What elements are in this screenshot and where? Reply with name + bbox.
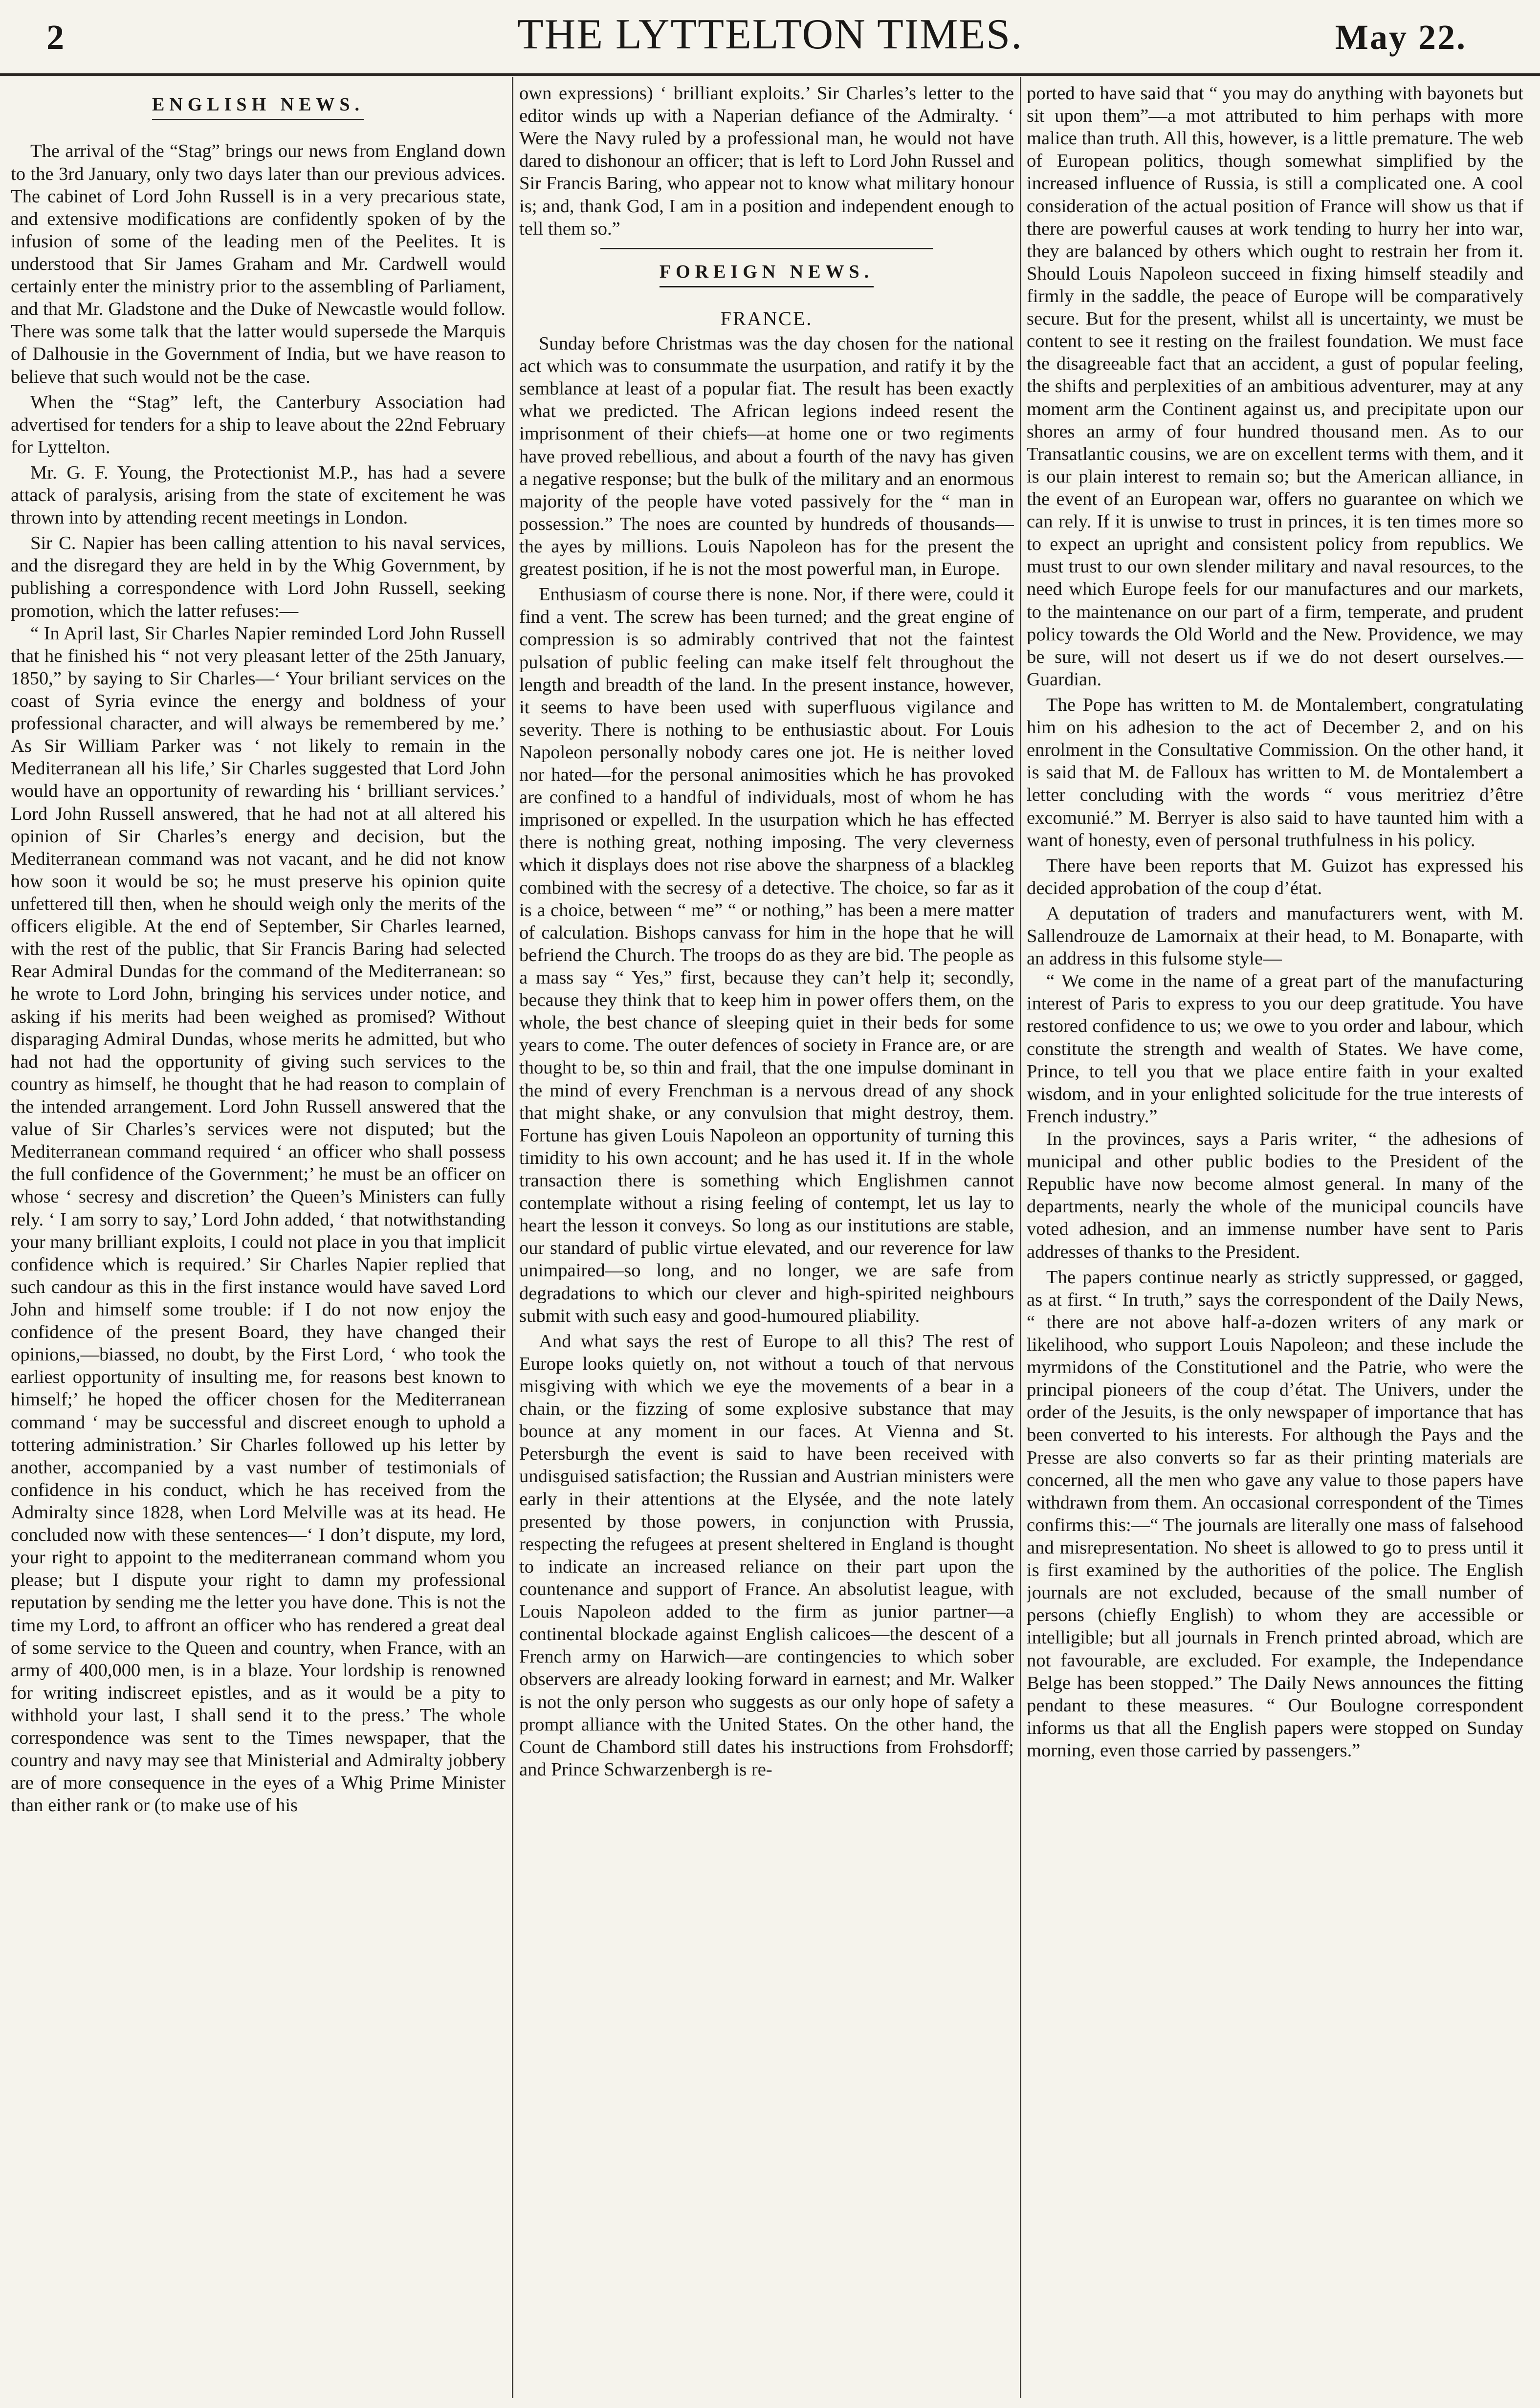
paragraph: “ In April last, Sir Charles Napier reminded Lord John Russell that he finished his “ not very pleasant letter of the 25th January, 1850,” by saying to Sir Charles—‘ Your briliant services on the coast of Syria evince the energy and boldness of your professional character, and will always be remembered by me.’ As Sir William Parker was ‘ not likely to remain in the Mediterranean all his life,’ Sir Charles suggested that Lord John would have an opportunity of rewarding his ‘ brilliant services.’ Lord John Russell answered, that he had not at all altered his opinion of Sir Charles’s energy and decision, but the Mediterranean command was not vacant, and he did not know how soon it would be so; he must preserve his opinion quite unfettered till then, when he should weigh only the merits of the officers eligible. At the end of September, Sir Charles learned, with the rest of the public, that Sir Francis Baring had selected Rear Admiral Dundas for the command of the Mediterranean: so he wrote to Lord John, bringing his services under notice, and asking if his merits had been weighed as promised? Without disparaging Admiral Dundas, whose merits he admitted, but who had not had the opportunity of giving such services to the country as himself, he thought that he had reason to complain of the intended arrangement. Lord John Russell answered that the value of Sir Charles’s services were not disputed; but the Mediterranean command required ‘ an officer who shall possess the full confidence of the Government;’ he must be an officer on whose ‘ secresy and discretion’ the Queen’s Ministers can fully rely. ‘ I am sorry to say,’ Lord John added, ‘ that notwithstanding your many brilliant exploits, I could not place in you that implicit confidence which is required.’ Sir Charles Napier replied that such candour as this in the first instance would have saved Lord John and himself some trouble: if I do not now enjoy the confidence of the present Board, they have changed their opinions,—biassed, no doubt, by the First Lord, ‘ who took the earliest opportunity of insulting me, for reasons best known to himself;’ he hoped the officer chosen for the Mediterranean command ‘ may be successful and discreet enough to uphold a tottering administration.’ Sir Charles followed up his letter by another, accompanied by a vast number of testimonials of confidence in his conduct, which he has received from the Admiralty since 1828, when Lord Melville was at its head. He concluded now with these sentences—‘ I don’t dispute, my lord, your right to appoint to the mediterranean command whom you please; but I dispute your right to damn my professional reputation by sending me the letter you have done. This is not the time my Lord, to affront an officer who has rendered a great deal of some service to the Queen and country, when France, with an army of 400,000 men, is in a blaze. Your lordship is renowned for writing indiscreet epistles, and as it would be a pity to withhold your last, I shall send it to the press.’ The whole correspondence was sent to the Times newspaper, that the country and navy may see that Ministerial and Admiralty jobbery are of more consequence in the eyes of a Whig Prime Minister than either rank or (to make use of his	[11, 623, 506, 1816]
paragraph: There have been reports that M. Guizot has expressed his decided approbation of the coup d’état.	[1027, 855, 1523, 898]
paragraph: The Pope has written to M. de Montalembert, congratulating him on his adhesion to the act of December 2, and on his enrolment in the Consultative Commission. On the other hand, it is said that M. de Falloux has written to M. de Montalembert a letter concluding with the words “ vous meritriez d’être excomunié.” M. Berryer is also said to have taunted him with a want of honesty, even of personal truthfulness in his policy.	[1027, 694, 1523, 851]
column-rule	[512, 77, 513, 2398]
paragraph: Mr. G. F. Young, the Protectionist M.P., has had a severe attack of paralysis, arising from the state of excitement he was thrown into by attending recent meetings in London.	[11, 462, 506, 528]
paragraph: When the “Stag” left, the Canterbury Association had advertised for tenders for a ship to leave about the 22nd February for Lyttelton.	[11, 392, 506, 458]
paragraph: Sunday before Christmas was the day chosen for the national act which was to consummate the usurpation, and ratify it by the semblance at least of a popular fiat. The result has been exactly what we predicted. The African legions indeed resent the imprisonment of their chiefs—at home one or two regiments have proved rebellious, and about a fourth of the navy has given a negative response; but the bulk of the military and an enormous majority of the people have voted passively for the “ man in possession.” The noes are counted by hundreds of thousands—the ayes by millions. Louis Napoleon has for the present the greatest position, if he is not the most powerful man, in Europe.	[519, 333, 1014, 580]
paragraph: Sir C. Napier has been calling attention to his naval services, and the disregard they are held in by the Whig Government, by publishing a correspondence with Lord John Russell, seeking promotion, which the latter refuses:—	[11, 533, 506, 621]
column-3	[1027, 82, 1523, 2397]
paragraph: “ We come in the name of a great part of the manufacturing interest of Paris to express to you our deep gratitude. You have restored confidence to us; we owe to you order and labour, which constitute the strength and wealth of States. We have come, Prince, to tell you that we place entire faith in your exalted wisdom, and in your enlighted solicitude for the true interests of French industry.”	[1027, 971, 1523, 1127]
paragraph: The papers continue nearly as strictly suppressed, or gagged, as at first. “ In truth,” says the correspondent of the Daily News, “ there are not above half-a-dozen writers of any mark or likelihood, who support Louis Napoleon; and these include the myrmidons of the Constitutionel and the Patrie, who were the principal pioneers of the coup d’état. The Univers, under the order of the Jesuits, is the only newspaper of importance that has been converted to his interests. For although the Pays and the Presse are also converts so far as their printing materials are concerned, all the men who gave any value to those papers have withdrawn from them. An occasional correspondent of the Times confirms this:—“ The journals are literally one mass of falsehood and misrepresentation. No sheet is allowed to go to press until it is first examined by the authorities of the police. The English journals are not excluded, because of the small number of persons (chiefly English) to whom they are accessible or intelligible; but all journals in French printed abroad, which are not favourable, are excluded. For example, the Independance Belge has been stopped.” The Daily News announces the fitting pendant to these measures. “ Our Boulogne correspondent informs us that all the English papers were stopped on Sunday morning, even those carried by passengers.”	[1027, 1267, 1523, 1761]
paragraph: In the provinces, says a Paris writer, “ the adhesions of municipal and other public bodies to the President of the Republic have now become almost general. In many of the departments, nearly the whole of the municipal councils have voted adhesion, and an immense number have sent to Paris addresses of thanks to the President.	[1027, 1129, 1523, 1262]
paragraph: own expressions) ‘ brilliant exploits.’ Sir Charles’s letter to the editor winds up with a Naperian defiance of the Admiralty. ‘ Were the Navy ruled by a professional man, he would not have dared to dishonour an officer; that is left to Lord John Russel and Sir Francis Baring, who appear not to know what military honour is; and, thank God, I am in a position and independent enough to tell them so.”	[519, 83, 1014, 239]
column-rule	[1020, 77, 1021, 2398]
paragraph: The arrival of the “Stag” brings our news from England down to the 3rd January, only two days later than our previous advices. The cabinet of Lord John Russell is in a very precarious state, and extensive modifications are confidently spoken of by the infusion of some of the leading men of the Peelites. It is understood that Sir James Graham and Mr. Cardwell would certainly enter the ministry prior to the assembling of Parliament, and that Mr. Gladstone and the Duke of Newcastle would follow. There was some talk that the latter would supersede the Marquis of Dalhousie in the Government of India, but we have reason to believe that such would not be the case.	[11, 141, 506, 387]
column-1	[11, 82, 506, 2397]
paragraph: ported to have said that “ you may do anything with bayonets but sit upon them”—a mot attributed to him perhaps with more malice than truth. All this, however, is a little premature. The web of European politics, though somewhat simplified by the increased influence of Russia, is still a complicated one. A cool consideration of the actual position of France will show us that if there are powerful causes at work tending to hurry her into war, they are balanced by others which ought to restrain her from it. Should Louis Napoleon succeed in fixing himself steadily and firmly in the saddle, the peace of Europe will be comparatively secure. But for the present, whilst all is uncertainty, we must be content to see it resting on the frailest foundation. We must face the disagreeable fact that an accident, a gust of popular feeling, the shifts and perplexities of an ambitious adventurer, may at any moment arm the Continent against us, and precipitate upon our shores an army of four hundred thousand men. As to our Transatlantic cousins, we are on excellent terms with them, and it is our plain interest to remain so; but the American alliance, in the event of an European war, offers no guarantee on which we can rely. If it is unwise to trust in princes, it is ten times more so to expect an upright and consistent policy from republics. We must trust to our own slender military and naval resources, to the need which Europe feels for our manufactures and our markets, to the maintenance on our part of a firm, temperate, and prudent policy towards the Old World and the New. Providence, we may be sure, will not desert us if we do not desert ourselves.—Guardian.	[1027, 83, 1523, 690]
paragraph: And what says the rest of Europe to all this? The rest of Europe looks quietly on, not without a touch of that nervous misgiving with which we eye the movements of a bear in a chain, or the fizzing of some explosive substance that may bounce at any moment in our faces. At Vienna and St. Petersburgh the event is said to have been received with undisguised satisfaction; the Russian and Austrian ministers were early in their attentions at the Elysée, and the note lately presented by those powers, in conjunction with Prussia, respecting the refugees at present sheltered in England is thought to indicate an increased reliance on their part upon the countenance and support of France. An absolutist league, with Louis Napoleon added to the firm as junior partner—a continental blockade against English calicoes—the descent of a French army on Harwich—are contingencies to which sober observers are already looking forward in earnest; and Mr. Walker is not the only person who suggests as our only hope of safety a prompt alliance with the United States. On the other hand, the Count de Chambord still dates his instructions from Frohsdorff; and Prince Schwarzenbergh is re-	[519, 1331, 1014, 1780]
section-heading-english-news: ENGLISH NEWS.	[11, 94, 506, 133]
paragraph: Enthusiasm of course there is none. Nor, if there were, could it find a vent. The screw has been turned; and the great engine of compression is so admirably contrived that not the faintest pulsation of public feeling can make itself felt throughout the length and breadth of the land. In the present instance, however, it seems to have been used with superfluous vigilance and severity. There is nothing to be enthusiastic about. For Louis Napoleon personally nobody cares one jot. He is neither loved nor hated—for the personal animosities which he has provoked are confined to a handful of individuals, most of whom he has imprisoned or expelled. In the usurpation which he has effected there is nothing great, nothing imposing. The very cleverness which it displays does not rise above the sharpness of a blackleg combined with the secresy of a detective. The choice, so far as it is a choice, between “ me” “ or nothing,” has been a mere matter of calculation. Bishops canvass for him in the hope that he will befriend the Church. The troops do as they are bid. The people as a mass say “ Yes,” first, because they can’t help it; secondly, because they think that to keep him in power offers them, on the whole, the best chance of sleeping quiet in their beds for some years to come. The outer defences of society in France are, or are thought to be, so thin and frail, that the one impulse dominant in the mind of every Frenchman is a nervous dread of any shock that might shake, or any convulsion that might destroy, them. Fortune has given Louis Napoleon an opportunity of turning this timidity to his own account; and he has used it. If in the whole transaction there is something which Englishmen cannot contemplate without a rising feeling of contempt, let us lay to heart the lesson it conveys. So long as our institutions are stable, our standard of public virtue elevated, and our reverence for law unimpaired—so long, and no longer, we are safe from degradations to which our clever and high-spirited neighbours submit with such easy and good-humoured pliability.	[519, 584, 1014, 1326]
page-number: 2	[46, 18, 64, 57]
paragraph: A deputation of traders and manufacturers went, with M. Sallendrouze de Lamornaix at their head, to M. Bonaparte, with an address in this fulsome style—	[1027, 903, 1523, 969]
section-heading-foreign-news: FOREIGN NEWS.	[519, 261, 1014, 300]
separator	[600, 248, 933, 249]
newspaper-title: THE LYTTELTON TIMES.	[517, 11, 1023, 58]
masthead	[0, 0, 1540, 76]
issue-date: May 22.	[1335, 18, 1467, 57]
subheading-france: FRANCE.	[720, 307, 813, 330]
column-2	[519, 82, 1014, 2397]
